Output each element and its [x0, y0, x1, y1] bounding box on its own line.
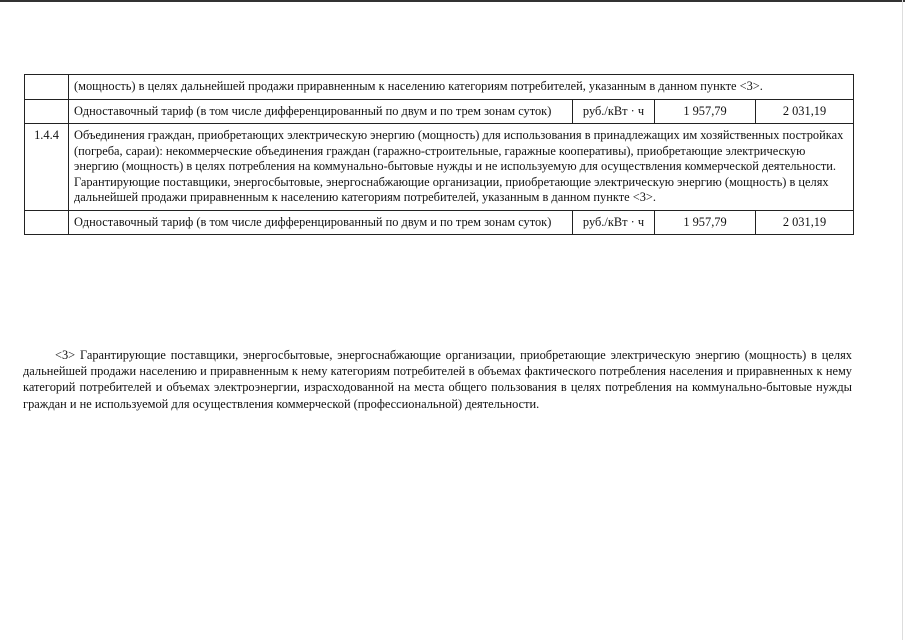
tariff-value-second-half: 2 031,19 [756, 99, 854, 124]
footnote [23, 347, 852, 412]
category-description [69, 124, 854, 211]
tariff-table [24, 74, 854, 235]
tariff-unit: руб./кВт · ч [573, 99, 655, 124]
footnote-text: <3> Гарантирующие поставщики, энергосбытовые, энергоснабжающие организации, приобретающие электрическую энергию (мощность) в целях дальнейшей продажи населению и приравненным к нему категориям потребителей в объемах фактического потребления населения и приравненных к нему категорий потребителей и объемах электроэнергии, израсходованной на места общего пользования в целях потребления на коммунально-бытовые нужды граждан и не используемой для осуществления коммерческой (профессиональной) деятельности. [23, 348, 852, 411]
table-row-continuation [25, 75, 854, 100]
row-number-cell: 1.4.4 [25, 124, 69, 211]
table-row-1-4-4 [25, 124, 854, 211]
tariff-label: Одноставочный тариф (в том числе дифференцированный по двум и по трем зонам суток) [69, 210, 573, 235]
right-edge-rule [902, 0, 903, 640]
tariff-value-first-half: 1 957,79 [655, 99, 756, 124]
category-paragraph-1: Объединения граждан, приобретающих электрическую энергию (мощность) для использования в принадлежащих им хозяйственных постройках (погреба, сараи): некоммерческие объединения граждан (гаражно-строительные, гаражные кооперативы), приобретающие электрическую энергию (мощность) в целях потребления на коммунально-бытовые нужды и не используемую для осуществления коммерческой деятельности. [74, 128, 844, 173]
tariff-unit: руб./кВт · ч [573, 210, 655, 235]
category-description: (мощность) в целях дальнейшей продажи приравненным к населению категориям потребителей, указанным в данном пункте <3>. [69, 75, 854, 100]
table-row-tariff [25, 210, 854, 235]
tariff-value-second-half: 2 031,19 [756, 210, 854, 235]
table-row-tariff [25, 99, 854, 124]
category-paragraph-2: Гарантирующие поставщики, энергосбытовые, энергоснабжающие организации, приобретающие электрическую энергию (мощность) в целях дальнейшей продажи приравненным к населению категориям потребителей, указанным в данном пункте <3>. [74, 174, 829, 204]
tariff-value-first-half: 1 957,79 [655, 210, 756, 235]
row-number-cell [25, 75, 69, 100]
row-number-cell [25, 210, 69, 235]
row-number-cell [25, 99, 69, 124]
tariff-label: Одноставочный тариф (в том числе дифференцированный по двум и по трем зонам суток) [69, 99, 573, 124]
top-rule [0, 0, 905, 2]
